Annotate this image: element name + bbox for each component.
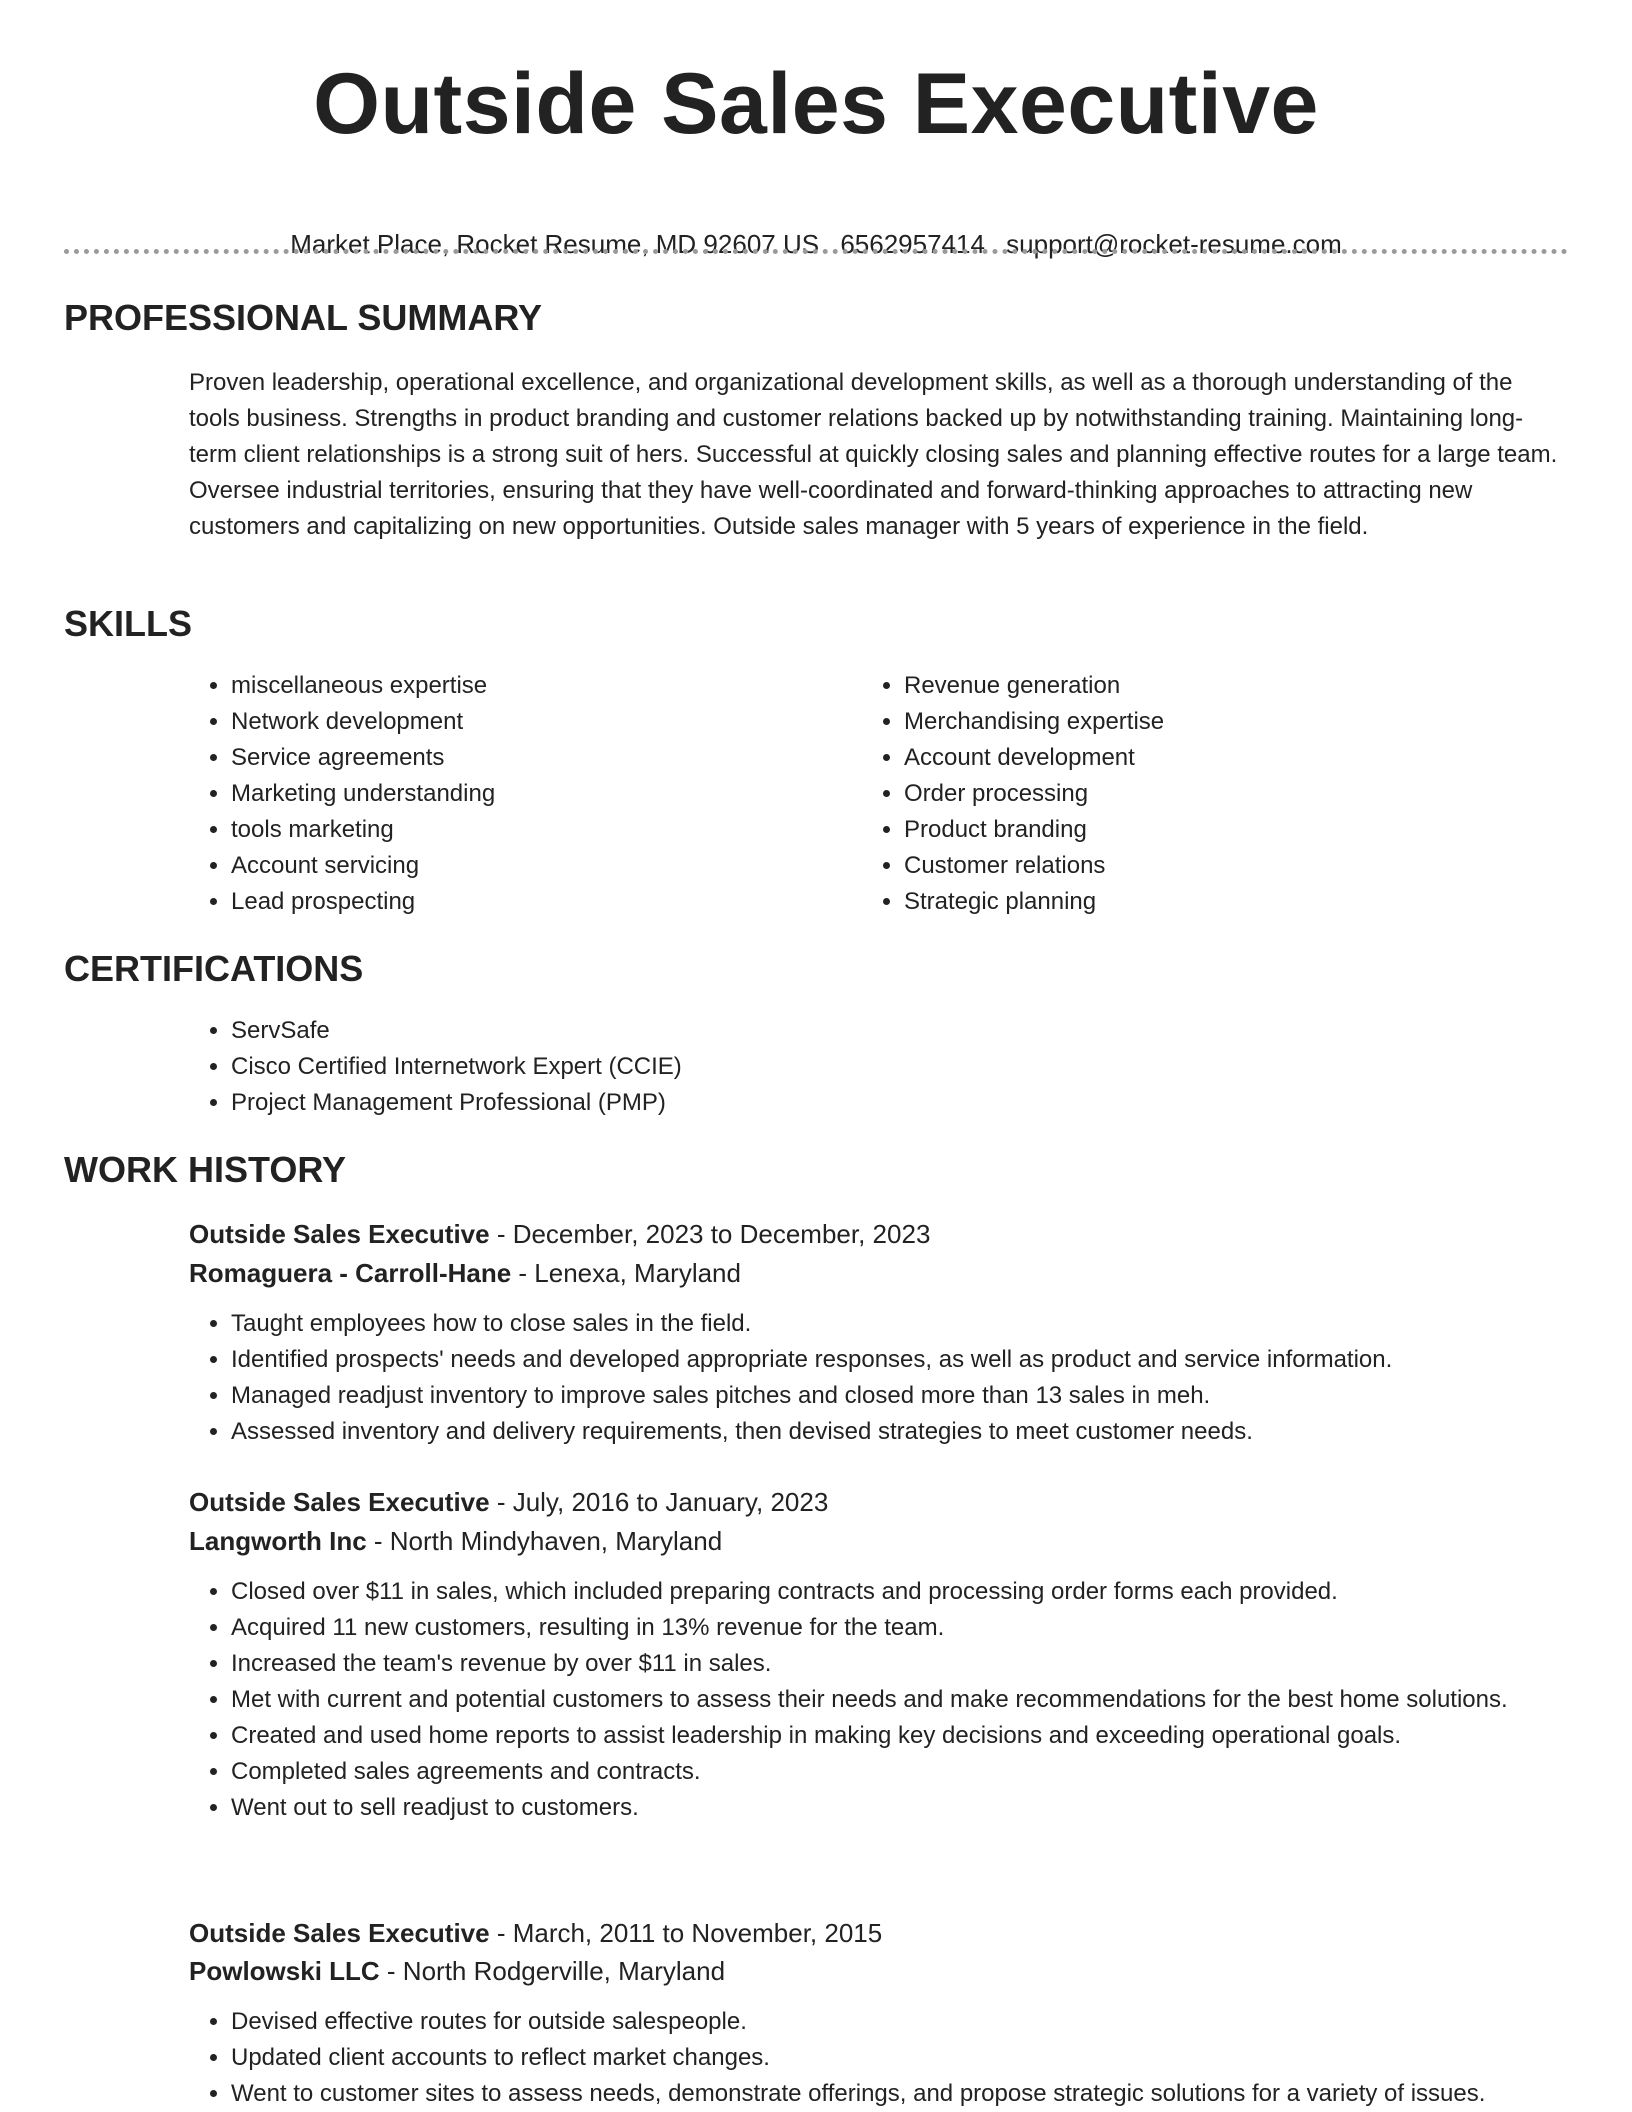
skill-item: • miscellaneous expertise xyxy=(231,668,851,704)
job-role: Outside Sales Executive xyxy=(189,1918,490,1948)
skill-item: • Account development xyxy=(904,740,1584,776)
job-company-line xyxy=(189,1522,1569,1560)
certifications-list xyxy=(187,1013,1611,1121)
skills-list-left xyxy=(187,668,851,920)
job-bullet: • Taught employees how to close sales in the field. xyxy=(231,1306,1611,1342)
job-bullet: • Completed sales agreements and contracts. xyxy=(231,1754,1531,1790)
skill-item: • Lead prospecting xyxy=(231,884,851,920)
certification-item: • ServSafe xyxy=(231,1013,1611,1049)
skill-item: • Revenue generation xyxy=(904,668,1584,704)
job-company: Powlowski LLC xyxy=(189,1956,380,1986)
job-dates: - March, 2011 to November, 2015 xyxy=(489,1918,883,1948)
job-bullet: • Closed over $11 in sales, which included preparing contracts and processing order forms each provided. xyxy=(231,1574,1531,1610)
job-bullet: • Increased the team's revenue by over $11 in sales. xyxy=(231,1646,1531,1682)
certifications-heading: CERTIFICATIONS xyxy=(64,948,364,989)
summary-text: Proven leadership, operational excellence, and organizational development skills, as well as a thorough understanding of the tools business. Strengths in product branding and customer relations backed up by notwithstanding training. Maintaining long-term client relationships is a strong suit of hers. Successful at quickly closing sales and planning effective routes for a large team. Oversee industrial territories, ensuring that they have well-coordinated and forward-thinking approaches to attracting new customers and capitalizing on new opportunities. Outside sales manager with 5 years of experience in the field. xyxy=(189,369,1558,540)
skill-item: • tools marketing xyxy=(231,812,851,848)
job-company-line xyxy=(189,1254,1569,1292)
skill-item: • Network development xyxy=(231,704,851,740)
job-bullet: • Managed readjust inventory to improve sales pitches and closed more than 13 sales in meh. xyxy=(231,1378,1611,1414)
skills-list-right xyxy=(860,668,1584,920)
job-bullet: • Devised effective routes for outside salespeople. xyxy=(231,2004,1632,2040)
contact-line xyxy=(64,226,1568,262)
job-bullet: • Updated client accounts to reflect market changes. xyxy=(231,2040,1632,2076)
work-history-heading: WORK HISTORY xyxy=(64,1149,347,1190)
certification-item: • Project Management Professional (PMP) xyxy=(231,1085,1611,1121)
skills-heading: SKILLS xyxy=(64,603,193,644)
job-bullet: • Created and used home reports to assist leadership in making key decisions and exceeding operational goals. xyxy=(231,1718,1531,1754)
skill-item: • Product branding xyxy=(904,812,1584,848)
job-dates: - December, 2023 to December, 2023 xyxy=(489,1219,931,1249)
contact-address: Market Place, Rocket Resume, MD 92607 US xyxy=(290,229,820,259)
job-role: Outside Sales Executive xyxy=(189,1219,490,1249)
skill-item: • Merchandising expertise xyxy=(904,704,1584,740)
contact-phone: 6562957414 xyxy=(840,229,985,259)
skill-item: • Account servicing xyxy=(231,848,851,884)
header-divider xyxy=(64,249,1568,254)
job-title-line xyxy=(189,1215,1569,1253)
job-bullets xyxy=(187,1574,1531,1826)
job-location: - Lenexa, Maryland xyxy=(511,1258,741,1288)
skill-item: • Service agreements xyxy=(231,740,851,776)
candidate-name: Outside Sales Executive xyxy=(313,56,1319,152)
job-bullet: • Identified prospects' needs and developed appropriate responses, as well as product and service information. xyxy=(231,1342,1611,1378)
skill-item: • Order processing xyxy=(904,776,1584,812)
job-bullet: • Went out to sell readjust to customers. xyxy=(231,1790,1531,1826)
contact-email: support@rocket-resume.com xyxy=(1006,229,1342,259)
summary-heading: PROFESSIONAL SUMMARY xyxy=(64,297,543,338)
job-bullet: • Went to customer sites to assess needs, demonstrate offerings, and propose strategic solutions for a variety of issues. xyxy=(231,2076,1632,2112)
certification-item: • Cisco Certified Internetwork Expert (CCIE) xyxy=(231,1049,1611,1085)
skill-item: • Strategic planning xyxy=(904,884,1584,920)
job-title-line xyxy=(189,1914,1569,1952)
job-role: Outside Sales Executive xyxy=(189,1487,490,1517)
job-dates: - July, 2016 to January, 2023 xyxy=(489,1487,829,1517)
job-title-line xyxy=(189,1483,1569,1521)
job-bullet: • Assessed inventory and delivery requirements, then devised strategies to meet customer needs. xyxy=(231,1414,1611,1450)
skill-item: • Marketing understanding xyxy=(231,776,851,812)
resume-header xyxy=(64,52,1568,262)
job-company: Romaguera - Carroll-Hane xyxy=(189,1258,512,1288)
job-bullets xyxy=(187,2004,1632,2112)
skill-item: • Customer relations xyxy=(904,848,1584,884)
job-company: Langworth Inc xyxy=(189,1526,367,1556)
job-location: - North Mindyhaven, Maryland xyxy=(366,1526,723,1556)
job-location: - North Rodgerville, Maryland xyxy=(379,1956,726,1986)
job-bullet: • Acquired 11 new customers, resulting in 13% revenue for the team. xyxy=(231,1610,1531,1646)
job-bullets xyxy=(187,1306,1611,1450)
job-company-line xyxy=(189,1952,1569,1990)
job-bullet: • Met with current and potential customers to assess their needs and make recommendations for the best home solutions. xyxy=(231,1682,1531,1718)
